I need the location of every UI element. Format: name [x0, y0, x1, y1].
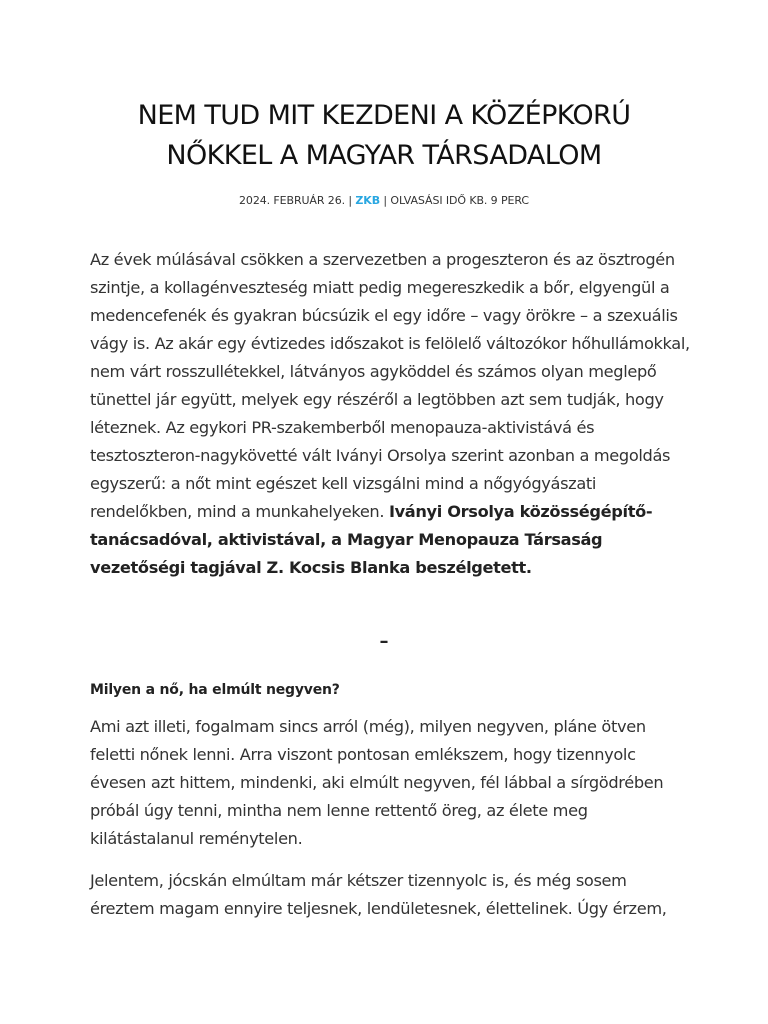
meta-separator: |: [380, 194, 391, 207]
article-meta: [84, 193, 684, 209]
lead-bold-text: Iványi Orsolya közösségépítő-tanácsadóval, aktivistával, a Magyar Menopauza Társaság vezetőségi tagjával Z. Kocsis Blanka beszélgetett.: [90, 502, 653, 577]
article-title: NEM TUD MIT KEZDENI A KÖZÉPKORÚ NŐKKEL A MAGYAR TÁRSADALOM: [137, 100, 631, 171]
answer-paragraph: Ami azt illeti, fogalmam sincs arról (még), milyen negyven, pláne ötven feletti nőnek lenni. Arra viszont pontosan emlékszem, hogy tizennyolc évesen azt hittem, mindenki, aki elmúlt negyven, fél lábbal a sírgödrében próbál úgy tenni, mintha nem lenne rettentő öreg, az élete meg kilátástalanul reménytelen.: [90, 717, 664, 848]
lead-text: Az évek múlásával csökken a szervezetben a progeszteron és az ösztrogén szintje, a kollagénveszteség miatt pedig megereszkedik a bőr, elgyengül a medencefenék és gyakran búcsúzik el egy időre – vagy örökre – a szexuális vágy is. Az akár egy évtizedes időszakot is felölelő változókor hőhullámokkal, nem várt rosszullétekkel, látványos agyköddel és számos olyan meglepő tünettel jár együtt, melyek egy részéről a legtöbben azt sem tudják, hogy léteznek. Az egykori PR-szakemberből menopauza-aktivistává és tesztoszteron-nagykövetté vált Iványi Orsolya szerint azonban a megoldás egyszerű: a nőt mint egészet kell vizsgálni mind a nőgyógyászati rendelőkben, mind a munkahelyeken.: [90, 250, 690, 521]
publish-date: 2024. FEBRUÁR 26.: [239, 194, 345, 207]
meta-separator: |: [345, 194, 356, 207]
author-link[interactable]: ZKB: [355, 194, 380, 207]
lead-paragraph: [90, 246, 690, 582]
interview-question: Milyen a nő, ha elmúlt negyven?: [90, 682, 340, 698]
reading-time: OLVASÁSI IDŐ KB. 9 PERC: [390, 194, 529, 207]
answer-paragraph: Jelentem, jócskán elmúltam már kétszer tizennyolc is, és még sosem éreztem magam ennyire teljesnek, lendületesnek, élettelinek. Úgy érzem,: [90, 871, 667, 918]
section-separator: –: [379, 631, 389, 652]
